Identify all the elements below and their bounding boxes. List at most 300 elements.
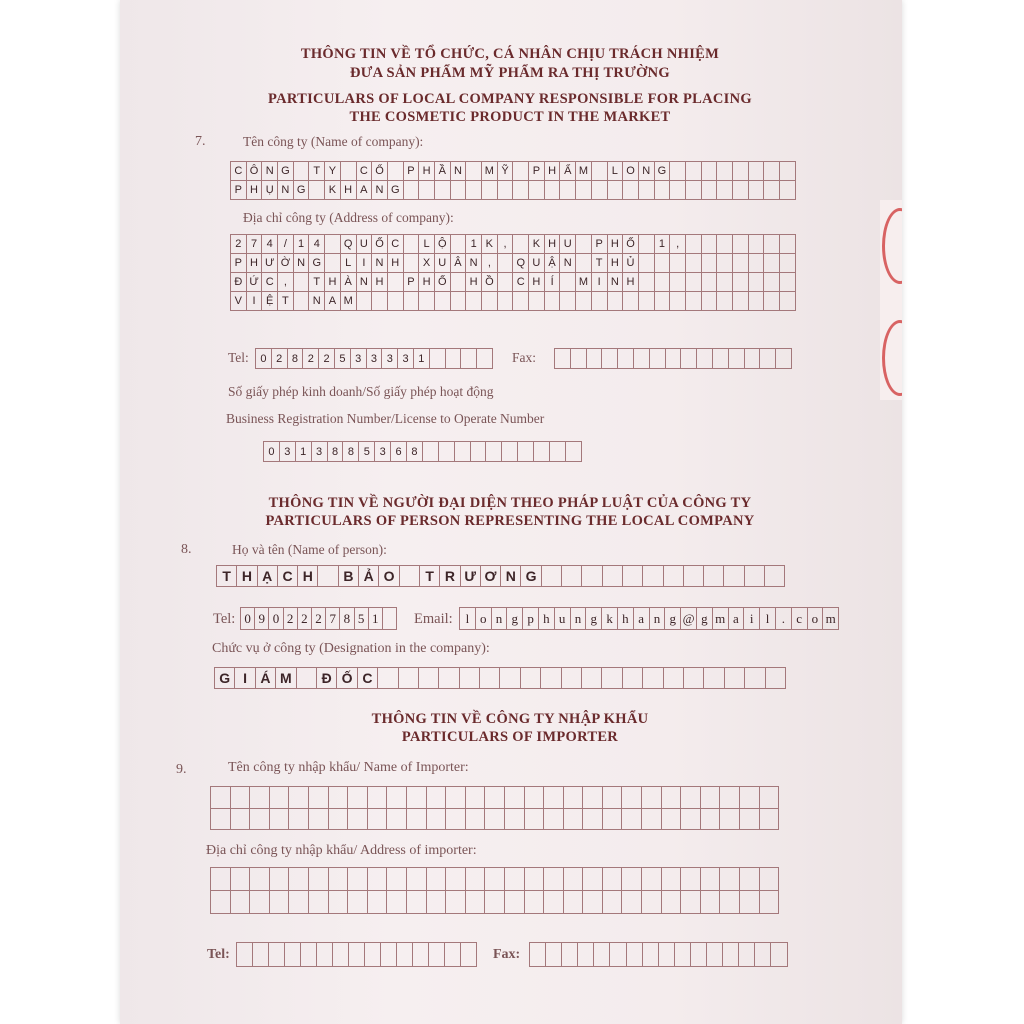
char-box[interactable]: i: [744, 608, 760, 630]
char-box[interactable]: 1: [294, 235, 310, 254]
char-box[interactable]: [404, 181, 420, 200]
char-box[interactable]: u: [555, 608, 571, 630]
char-box[interactable]: [498, 181, 514, 200]
char-box[interactable]: [701, 868, 721, 891]
char-box[interactable]: 8: [340, 608, 354, 630]
char-box[interactable]: P: [231, 254, 247, 273]
char-box[interactable]: I: [235, 668, 255, 689]
char-box[interactable]: l: [760, 608, 776, 630]
char-box[interactable]: [348, 787, 368, 809]
char-box[interactable]: [701, 787, 721, 809]
char-box[interactable]: [387, 891, 407, 914]
char-box[interactable]: [446, 891, 466, 914]
char-box[interactable]: N: [309, 292, 325, 311]
char-box[interactable]: [704, 566, 724, 587]
char-box[interactable]: [576, 235, 592, 254]
char-box[interactable]: [707, 943, 723, 967]
char-box[interactable]: [765, 566, 785, 587]
char-box[interactable]: [309, 891, 329, 914]
char-box[interactable]: T: [278, 292, 294, 311]
char-box[interactable]: [294, 273, 310, 292]
char-box[interactable]: [348, 809, 368, 831]
char-box[interactable]: 2: [303, 349, 319, 369]
char-box[interactable]: [725, 668, 745, 689]
char-box[interactable]: [419, 181, 435, 200]
char-box[interactable]: [592, 181, 608, 200]
char-box[interactable]: ,: [278, 273, 294, 292]
char-box[interactable]: [325, 254, 341, 273]
char-box[interactable]: [423, 442, 439, 462]
char-box[interactable]: 0: [256, 349, 272, 369]
char-box[interactable]: [461, 349, 477, 369]
char-box[interactable]: O: [379, 566, 399, 587]
char-box[interactable]: [655, 254, 671, 273]
char-box[interactable]: [560, 181, 576, 200]
char-box[interactable]: 5: [335, 349, 351, 369]
char-box[interactable]: [383, 608, 397, 630]
char-box[interactable]: [642, 787, 662, 809]
char-box[interactable]: [357, 292, 373, 311]
char-box[interactable]: 2: [319, 349, 335, 369]
char-box[interactable]: p: [523, 608, 539, 630]
char-box[interactable]: [622, 787, 642, 809]
char-box[interactable]: [388, 273, 404, 292]
char-box[interactable]: H: [388, 254, 404, 273]
char-box[interactable]: Ồ: [482, 273, 498, 292]
char-box[interactable]: [702, 235, 718, 254]
char-box[interactable]: Ủ: [623, 254, 639, 273]
char-box[interactable]: ,: [498, 235, 514, 254]
char-box[interactable]: I: [592, 273, 608, 292]
char-box[interactable]: [576, 254, 592, 273]
char-box[interactable]: Đ: [317, 668, 337, 689]
char-box[interactable]: [498, 292, 514, 311]
char-box[interactable]: [701, 809, 721, 831]
char-box[interactable]: N: [262, 162, 278, 181]
char-box[interactable]: N: [451, 162, 467, 181]
char-box[interactable]: [655, 273, 671, 292]
char-box[interactable]: Ậ: [545, 254, 561, 273]
char-box[interactable]: [740, 868, 760, 891]
char-box[interactable]: [681, 787, 701, 809]
char-box[interactable]: Ố: [372, 235, 388, 254]
char-box[interactable]: [237, 943, 253, 967]
char-box[interactable]: [461, 943, 477, 967]
char-box[interactable]: [764, 273, 780, 292]
char-box[interactable]: G: [278, 162, 294, 181]
char-box[interactable]: N: [501, 566, 521, 587]
char-box[interactable]: [525, 787, 545, 809]
char-box[interactable]: [329, 891, 349, 914]
char-box[interactable]: H: [608, 254, 624, 273]
char-box[interactable]: [329, 809, 349, 831]
char-box[interactable]: Ư: [262, 254, 278, 273]
char-box[interactable]: C: [278, 566, 298, 587]
fax-grid[interactable]: [554, 348, 792, 369]
char-box[interactable]: [566, 442, 582, 462]
char-box[interactable]: [285, 943, 301, 967]
char-box[interactable]: A: [325, 292, 341, 311]
char-box[interactable]: [610, 943, 626, 967]
char-box[interactable]: [675, 943, 691, 967]
char-box[interactable]: 4: [309, 235, 325, 254]
char-box[interactable]: [729, 349, 745, 369]
char-box[interactable]: [662, 868, 682, 891]
char-box[interactable]: ,: [670, 235, 686, 254]
char-box[interactable]: [404, 292, 420, 311]
char-box[interactable]: [294, 162, 310, 181]
char-box[interactable]: [639, 235, 655, 254]
char-box[interactable]: 8: [288, 349, 304, 369]
char-box[interactable]: [560, 273, 576, 292]
char-box[interactable]: H: [372, 273, 388, 292]
char-box[interactable]: 3: [351, 349, 367, 369]
rep-tel-grid[interactable]: [240, 607, 397, 630]
char-box[interactable]: G: [521, 566, 541, 587]
char-box[interactable]: [435, 292, 451, 311]
char-box[interactable]: G: [388, 181, 404, 200]
char-box[interactable]: [564, 891, 584, 914]
char-box[interactable]: 8: [343, 442, 359, 462]
char-box[interactable]: [702, 273, 718, 292]
char-box[interactable]: [372, 292, 388, 311]
char-box[interactable]: [387, 787, 407, 809]
company-address-grid[interactable]: [230, 234, 796, 311]
char-box[interactable]: [407, 809, 427, 831]
char-box[interactable]: [583, 891, 603, 914]
char-box[interactable]: [498, 273, 514, 292]
char-box[interactable]: [525, 891, 545, 914]
char-box[interactable]: [686, 273, 702, 292]
char-box[interactable]: L: [341, 254, 357, 273]
char-box[interactable]: L: [608, 162, 624, 181]
char-box[interactable]: [297, 668, 317, 689]
char-box[interactable]: A: [357, 181, 373, 200]
char-box[interactable]: [745, 668, 765, 689]
char-box[interactable]: [400, 566, 420, 587]
char-box[interactable]: [720, 868, 740, 891]
char-box[interactable]: [250, 891, 270, 914]
char-box[interactable]: [211, 868, 231, 891]
char-box[interactable]: H: [545, 162, 561, 181]
char-box[interactable]: [451, 292, 467, 311]
char-box[interactable]: 6: [391, 442, 407, 462]
char-box[interactable]: P: [231, 181, 247, 200]
char-box[interactable]: [733, 162, 749, 181]
char-box[interactable]: [571, 349, 587, 369]
char-box[interactable]: [466, 891, 486, 914]
char-box[interactable]: [739, 943, 755, 967]
char-box[interactable]: l: [460, 608, 476, 630]
char-box[interactable]: o: [476, 608, 492, 630]
char-box[interactable]: [325, 235, 341, 254]
char-box[interactable]: N: [466, 254, 482, 273]
char-box[interactable]: [662, 809, 682, 831]
char-box[interactable]: [643, 943, 659, 967]
char-box[interactable]: [749, 181, 765, 200]
char-box[interactable]: Ộ: [435, 235, 451, 254]
char-box[interactable]: [594, 943, 610, 967]
char-box[interactable]: H: [341, 181, 357, 200]
char-box[interactable]: k: [602, 608, 618, 630]
char-box[interactable]: Ạ: [258, 566, 278, 587]
char-box[interactable]: 0: [241, 608, 255, 630]
char-box[interactable]: [348, 868, 368, 891]
char-box[interactable]: [780, 181, 796, 200]
char-box[interactable]: [498, 254, 514, 273]
char-box[interactable]: [723, 943, 739, 967]
char-box[interactable]: [231, 891, 251, 914]
char-box[interactable]: c: [792, 608, 808, 630]
char-box[interactable]: [407, 868, 427, 891]
char-box[interactable]: M: [341, 292, 357, 311]
char-box[interactable]: [480, 668, 500, 689]
char-box[interactable]: [485, 891, 505, 914]
char-box[interactable]: G: [309, 254, 325, 273]
importer-name-grid[interactable]: [210, 786, 779, 830]
char-box[interactable]: T: [420, 566, 440, 587]
char-box[interactable]: [664, 566, 684, 587]
char-box[interactable]: 9: [255, 608, 269, 630]
char-box[interactable]: H: [247, 181, 263, 200]
char-box[interactable]: H: [325, 273, 341, 292]
char-box[interactable]: [627, 943, 643, 967]
char-box[interactable]: H: [419, 273, 435, 292]
char-box[interactable]: Ụ: [262, 181, 278, 200]
char-box[interactable]: [544, 787, 564, 809]
char-box[interactable]: [662, 787, 682, 809]
char-box[interactable]: [702, 254, 718, 273]
char-box[interactable]: [618, 349, 634, 369]
char-box[interactable]: a: [634, 608, 650, 630]
char-box[interactable]: [341, 162, 357, 181]
char-box[interactable]: [749, 235, 765, 254]
char-box[interactable]: 1: [466, 235, 482, 254]
char-box[interactable]: 7: [326, 608, 340, 630]
char-box[interactable]: [639, 181, 655, 200]
char-box[interactable]: 2: [284, 608, 298, 630]
char-box[interactable]: [466, 162, 482, 181]
char-box[interactable]: [253, 943, 269, 967]
char-box[interactable]: [622, 868, 642, 891]
tel-grid[interactable]: [255, 348, 493, 369]
char-box[interactable]: [720, 809, 740, 831]
char-box[interactable]: [529, 181, 545, 200]
char-box[interactable]: N: [357, 273, 373, 292]
char-box[interactable]: [505, 787, 525, 809]
char-box[interactable]: [429, 943, 445, 967]
char-box[interactable]: [655, 292, 671, 311]
char-box[interactable]: [717, 181, 733, 200]
char-box[interactable]: Â: [451, 254, 467, 273]
char-box[interactable]: À: [341, 273, 357, 292]
char-box[interactable]: G: [215, 668, 235, 689]
char-box[interactable]: T: [592, 254, 608, 273]
char-box[interactable]: h: [539, 608, 555, 630]
char-box[interactable]: [309, 787, 329, 809]
char-box[interactable]: [289, 787, 309, 809]
char-box[interactable]: [686, 254, 702, 273]
char-box[interactable]: H: [529, 273, 545, 292]
char-box[interactable]: 3: [312, 442, 328, 462]
char-box[interactable]: [289, 809, 309, 831]
char-box[interactable]: [485, 787, 505, 809]
char-box[interactable]: [397, 943, 413, 967]
char-box[interactable]: M: [576, 162, 592, 181]
char-box[interactable]: [544, 809, 564, 831]
char-box[interactable]: [555, 349, 571, 369]
char-box[interactable]: [211, 787, 231, 809]
char-box[interactable]: [681, 868, 701, 891]
char-box[interactable]: [717, 292, 733, 311]
char-box[interactable]: [451, 181, 467, 200]
char-box[interactable]: [446, 787, 466, 809]
char-box[interactable]: @: [681, 608, 697, 630]
char-box[interactable]: [485, 809, 505, 831]
char-box[interactable]: [724, 566, 744, 587]
char-box[interactable]: [542, 566, 562, 587]
char-box[interactable]: [455, 442, 471, 462]
char-box[interactable]: [623, 668, 643, 689]
char-box[interactable]: [745, 566, 765, 587]
char-box[interactable]: [760, 787, 780, 809]
char-box[interactable]: 3: [367, 349, 383, 369]
char-box[interactable]: [670, 181, 686, 200]
designation-grid[interactable]: [214, 667, 786, 689]
char-box[interactable]: [740, 787, 760, 809]
char-box[interactable]: [686, 235, 702, 254]
char-box[interactable]: [427, 809, 447, 831]
char-box[interactable]: [655, 181, 671, 200]
char-box[interactable]: [349, 943, 365, 967]
char-box[interactable]: H: [608, 235, 624, 254]
char-box[interactable]: [500, 668, 520, 689]
char-box[interactable]: [650, 349, 666, 369]
char-box[interactable]: m: [713, 608, 729, 630]
char-box[interactable]: U: [435, 254, 451, 273]
char-box[interactable]: [602, 668, 622, 689]
char-box[interactable]: [608, 292, 624, 311]
char-box[interactable]: [399, 668, 419, 689]
char-box[interactable]: [681, 891, 701, 914]
char-box[interactable]: [231, 809, 251, 831]
char-box[interactable]: P: [404, 273, 420, 292]
char-box[interactable]: [642, 809, 662, 831]
char-box[interactable]: K: [529, 235, 545, 254]
char-box[interactable]: [670, 162, 686, 181]
char-box[interactable]: g: [697, 608, 713, 630]
char-box[interactable]: [583, 787, 603, 809]
char-box[interactable]: Ố: [435, 273, 451, 292]
char-box[interactable]: [466, 809, 486, 831]
char-box[interactable]: M: [482, 162, 498, 181]
char-box[interactable]: [482, 292, 498, 311]
char-box[interactable]: [419, 668, 439, 689]
char-box[interactable]: [704, 668, 724, 689]
char-box[interactable]: [471, 442, 487, 462]
char-box[interactable]: m: [823, 608, 839, 630]
char-box[interactable]: [643, 566, 663, 587]
char-box[interactable]: Ố: [623, 235, 639, 254]
char-box[interactable]: [466, 292, 482, 311]
char-box[interactable]: [309, 181, 325, 200]
char-box[interactable]: [623, 566, 643, 587]
char-box[interactable]: 2: [298, 608, 312, 630]
char-box[interactable]: [427, 787, 447, 809]
char-box[interactable]: [525, 809, 545, 831]
importer-fax-grid[interactable]: [529, 942, 788, 967]
char-box[interactable]: [764, 254, 780, 273]
char-box[interactable]: [482, 181, 498, 200]
char-box[interactable]: [622, 809, 642, 831]
char-box[interactable]: .: [776, 608, 792, 630]
char-box[interactable]: [664, 668, 684, 689]
char-box[interactable]: T: [309, 162, 325, 181]
char-box[interactable]: 2: [272, 349, 288, 369]
char-box[interactable]: [681, 349, 697, 369]
char-box[interactable]: Ứ: [247, 273, 263, 292]
char-box[interactable]: Ố: [337, 668, 357, 689]
char-box[interactable]: 1: [655, 235, 671, 254]
char-box[interactable]: P: [529, 162, 545, 181]
char-box[interactable]: [780, 254, 796, 273]
char-box[interactable]: [534, 442, 550, 462]
char-box[interactable]: [513, 181, 529, 200]
char-box[interactable]: [466, 181, 482, 200]
char-box[interactable]: T: [309, 273, 325, 292]
char-box[interactable]: [407, 891, 427, 914]
char-box[interactable]: [749, 273, 765, 292]
char-box[interactable]: [564, 868, 584, 891]
char-box[interactable]: [764, 292, 780, 311]
char-box[interactable]: [686, 162, 702, 181]
char-box[interactable]: [404, 235, 420, 254]
char-box[interactable]: Ệ: [262, 292, 278, 311]
char-box[interactable]: [329, 787, 349, 809]
char-box[interactable]: [388, 292, 404, 311]
char-box[interactable]: 7: [247, 235, 263, 254]
char-box[interactable]: N: [639, 162, 655, 181]
char-box[interactable]: [407, 787, 427, 809]
char-box[interactable]: 5: [355, 608, 369, 630]
char-box[interactable]: [670, 254, 686, 273]
char-box[interactable]: [733, 273, 749, 292]
char-box[interactable]: 4: [262, 235, 278, 254]
char-box[interactable]: [211, 809, 231, 831]
char-box[interactable]: g: [586, 608, 602, 630]
char-box[interactable]: 0: [264, 442, 280, 462]
char-box[interactable]: [387, 868, 407, 891]
char-box[interactable]: H: [623, 273, 639, 292]
char-box[interactable]: [439, 668, 459, 689]
char-box[interactable]: ,: [482, 254, 498, 273]
char-box[interactable]: N: [294, 254, 310, 273]
char-box[interactable]: [446, 809, 466, 831]
char-box[interactable]: [530, 943, 546, 967]
char-box[interactable]: Á: [256, 668, 276, 689]
char-box[interactable]: [404, 254, 420, 273]
char-box[interactable]: U: [357, 235, 373, 254]
char-box[interactable]: [603, 868, 623, 891]
char-box[interactable]: [666, 349, 682, 369]
char-box[interactable]: [639, 273, 655, 292]
importer-address-grid[interactable]: [210, 867, 779, 914]
char-box[interactable]: [691, 943, 707, 967]
char-box[interactable]: 3: [280, 442, 296, 462]
char-box[interactable]: [780, 292, 796, 311]
importer-tel-grid[interactable]: [236, 942, 477, 967]
char-box[interactable]: [505, 868, 525, 891]
